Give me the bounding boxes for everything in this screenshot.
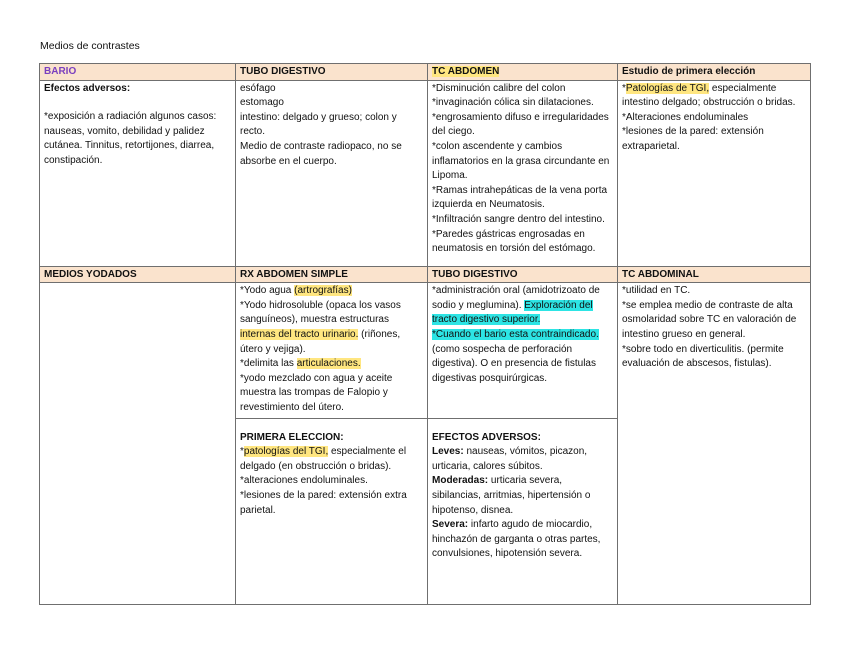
header-row-1 [40,64,811,81]
tc-abdomen-cell: *Disminución calibre del colon *invaginación cólica sin dilataciones. *engrosamiento difuso e irregularidades del ciego. *colon ascendente y cambios inflamatorios en la grasa circundante en Lipoma. *Ramas intrahepáticas de la vena porta izquierda en Neumatosis. *Infiltración sangre dentro del intestino. *Paredes gástricas engrosadas en neumatosis en torsión del estómago. [428,80,618,266]
header-estudio-primera: Estudio de primera elección [618,64,811,81]
header-row-2 [40,266,811,283]
tc-abdominal-cell: *utilidad en TC. *se emplea medio de contraste de alta osmolaridad sobre TC en valoración de intestino grueso en general. *sobre todo en diverticulitis. (permite evaluación de abscesos, fistulas). [618,283,811,604]
tubo-digestivo-cell: esófago estomago intestino: delgado y grueso; colon y recto. Medio de contraste radiopaco, no se absorbe en el cuerpo. [236,80,428,266]
body-row-2 [40,283,811,418]
rx-abdomen-cell: *Yodo agua (artrografías) *Yodo hidrosoluble (opaca los vasos sanguíneos), muestra estructuras internas del tracto urinario. (riñones, útero y vejiga). *delimita las articulaciones. *yodo mezclado con agua y aceite muestra las trompas de Falopio y revestimiento del útero. [236,283,428,418]
header-tubo-digestivo: TUBO DIGESTIVO [236,64,428,81]
tubo-digestivo-2-cell: *administración oral (amidotrizoato de sodio y meglumina). Exploración del tracto digestivo superior. *Cuando el bario esta contraindicado. (como sospecha de perforación digestiva). O en presencia de fistulas digestivas posquirúrgicas. [428,283,618,418]
header-tc-abdominal: TC ABDOMINAL [618,266,811,283]
medios-yodados-cell [40,283,236,604]
header-tubo-digestivo-2: TUBO DIGESTIVO [428,266,618,283]
bario-cell: Efectos adversos: *exposición a radiación algunos casos: nauseas, vomito, debilidad y palidez cutánea. Tinnitus, retortijones, diarrea, constipación. [40,80,236,266]
document-title: Medios de contrastes [40,40,140,52]
contrast-table [39,63,811,605]
header-medios-yodados: MEDIOS YODADOS [40,266,236,283]
header-bario: BARIO [40,64,236,81]
efectos-adversos-cell: EFECTOS ADVERSOS: Leves: nauseas, vómitos, picazon, urticaria, calores súbitos. Moderadas: urticaria severa, sibilancias, arritmias, hipertensión o hipotenso, disnea. Severa: infarto agudo de miocardio, hinchazón de garganta o otras partes, convulsiones, hipotensión severa. [428,418,618,604]
estudio-cell: *Patologías de TGI, especialmente intestino delgado; obstrucción o bridas. *Alteraciones endoluminales *lesiones de la pared: extensión extraparietal. [618,80,811,266]
body-row-1 [40,80,811,266]
primera-eleccion-cell: PRIMERA ELECCION: *patologías del TGI, especialmente el delgado (en obstrucción o bridas). *alteraciones endoluminales. *lesiones de la pared: extensión extra parietal. [236,418,428,604]
header-tc-abdomen: TC ABDOMEN [428,64,618,81]
header-rx-abdomen: RX ABDOMEN SIMPLE [236,266,428,283]
